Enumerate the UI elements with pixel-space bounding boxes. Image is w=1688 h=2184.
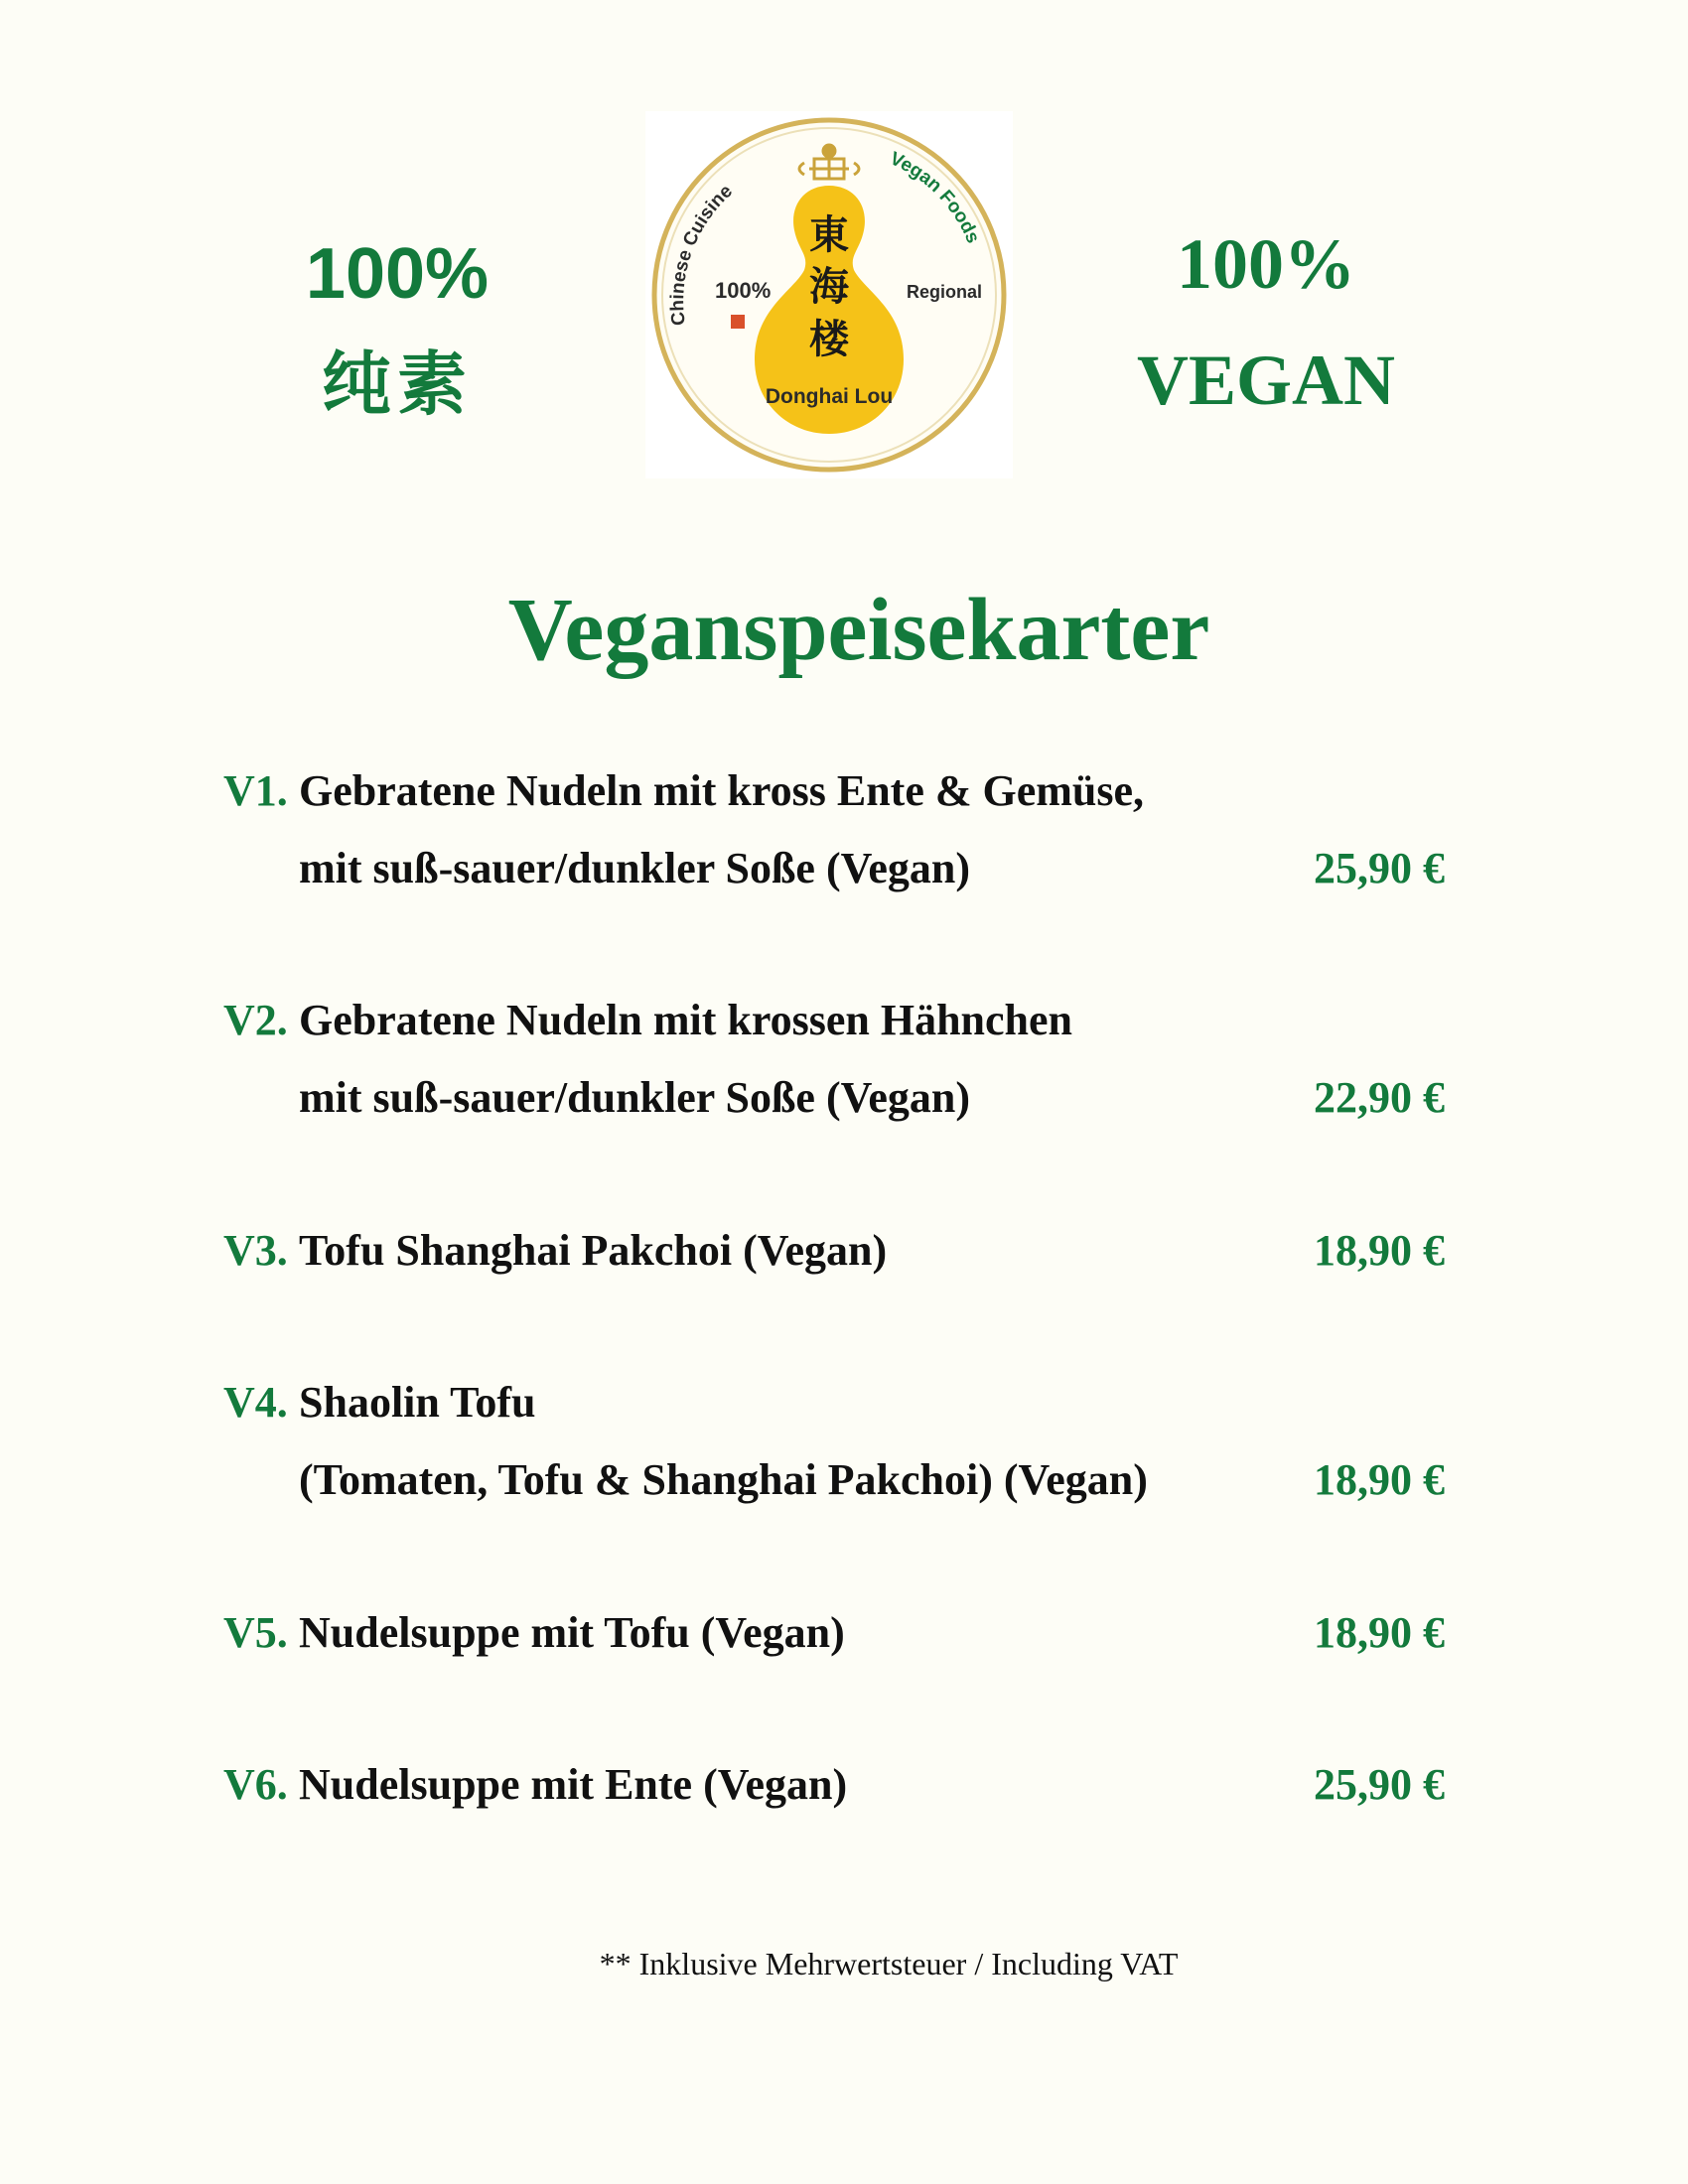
item-price: 25,90 € bbox=[1314, 844, 1445, 892]
menu-item-v6 bbox=[223, 1746, 1445, 1824]
menu-item-v4 bbox=[223, 1364, 1445, 1519]
item-name: Tofu Shanghai Pakchoi (Vegan) bbox=[299, 1226, 888, 1275]
logo-char-2: 海 bbox=[809, 263, 849, 310]
logo-name-text: Donghai Lou bbox=[765, 385, 894, 408]
right-vegan-label: VEGAN bbox=[1136, 341, 1395, 420]
item-code: V2. bbox=[223, 996, 288, 1044]
logo-arc-right-text: Vegan Foods bbox=[886, 148, 984, 247]
menu-item-v1 bbox=[223, 752, 1445, 907]
item-name: Gebratene Nudeln mit kross Ente & Gemüse, bbox=[299, 766, 1145, 815]
menu-list bbox=[223, 752, 1445, 1824]
logo-percent-text: 100% bbox=[715, 278, 772, 303]
item-description: (Tomaten, Tofu & Shanghai Pakchoi) (Vegan) bbox=[299, 1455, 1148, 1504]
item-code: V6. bbox=[223, 1760, 288, 1809]
logo-arc-left-text: Chinese Cuisine bbox=[667, 181, 737, 327]
logo-char-3: 楼 bbox=[809, 316, 849, 362]
seal-icon bbox=[731, 315, 745, 329]
item-code: V1. bbox=[223, 766, 288, 815]
left-percent-label: 100% bbox=[305, 234, 490, 314]
vegan-badge-chinese bbox=[248, 234, 546, 425]
right-percent-label: 100% bbox=[1177, 224, 1355, 304]
restaurant-logo bbox=[645, 111, 1013, 478]
item-code: V3. bbox=[223, 1226, 288, 1275]
menu-item-v3 bbox=[223, 1212, 1445, 1290]
logo-char-1: 東 bbox=[809, 211, 849, 258]
item-price: 25,90 € bbox=[1314, 1760, 1445, 1809]
item-description: mit suß-sauer/dunkler Soße (Vegan) bbox=[299, 844, 971, 892]
left-vegan-chinese-label: 纯素 bbox=[322, 342, 473, 425]
item-name: Nudelsuppe mit Ente (Vegan) bbox=[299, 1760, 848, 1809]
menu-item-v5 bbox=[223, 1594, 1445, 1672]
item-code: V5. bbox=[223, 1608, 288, 1657]
vat-footnote: ** Inklusive Mehrwertsteuer / Including VAT bbox=[599, 1946, 1179, 1981]
item-description: mit suß-sauer/dunkler Soße (Vegan) bbox=[299, 1073, 971, 1122]
item-price: 18,90 € bbox=[1314, 1455, 1445, 1504]
item-price: 18,90 € bbox=[1314, 1608, 1445, 1657]
item-name: Shaolin Tofu bbox=[299, 1378, 536, 1427]
item-name: Gebratene Nudeln mit krossen Hähnchen bbox=[299, 996, 1073, 1044]
item-price: 22,90 € bbox=[1314, 1073, 1445, 1122]
logo-regional-text: Regional bbox=[907, 282, 983, 302]
item-code: V4. bbox=[223, 1378, 288, 1427]
item-price: 18,90 € bbox=[1314, 1226, 1445, 1275]
menu-title: Veganspeisekarter bbox=[507, 581, 1210, 679]
menu-item-v2 bbox=[223, 982, 1445, 1137]
vegan-badge-english bbox=[1122, 224, 1410, 420]
item-name: Nudelsuppe mit Tofu (Vegan) bbox=[299, 1608, 845, 1657]
